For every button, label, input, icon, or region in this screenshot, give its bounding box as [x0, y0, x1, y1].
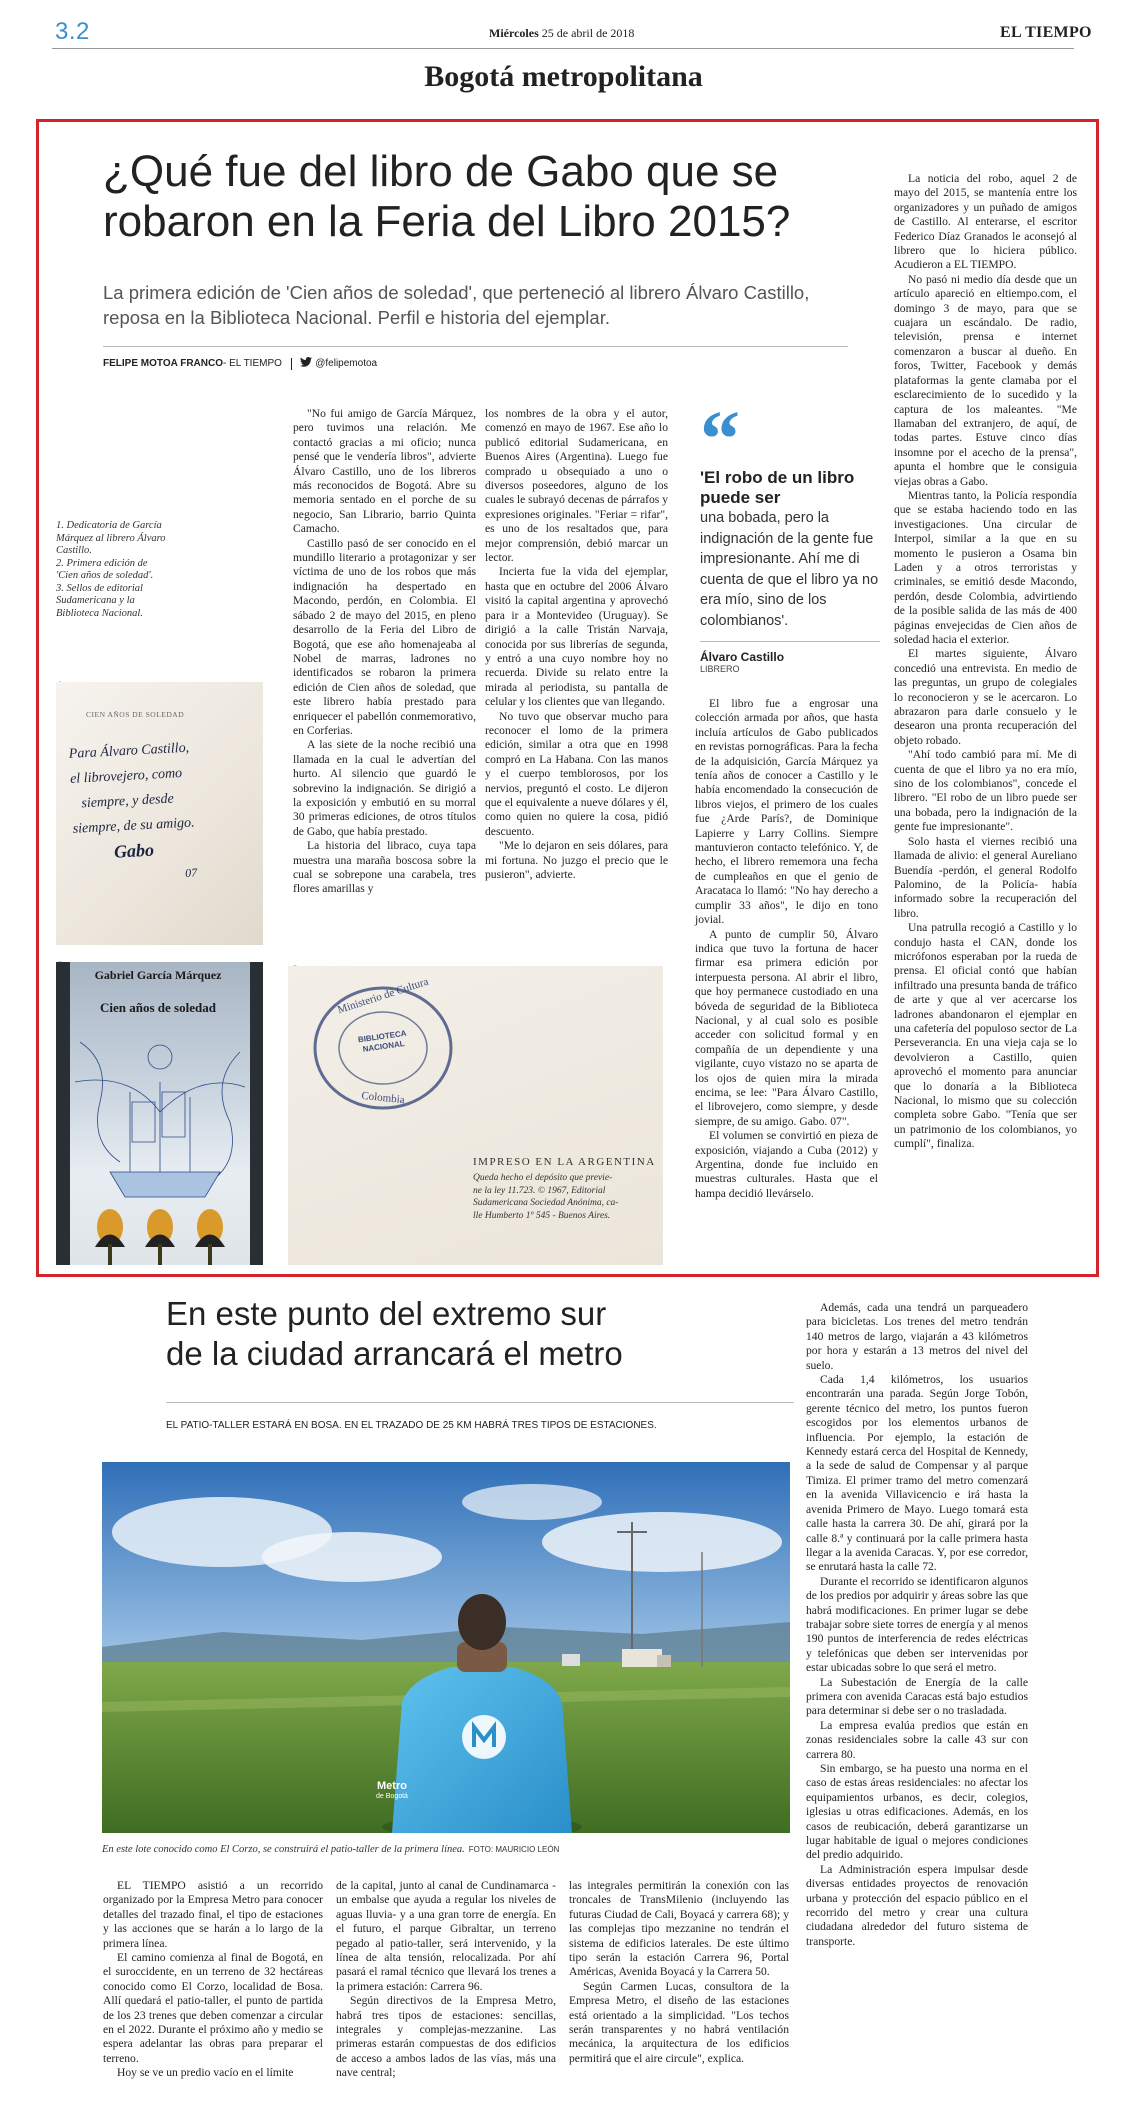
a2c1-p1: EL TIEMPO asistió a un recorrido organizado por la Empresa Metro para conocer detalles del trazado final, el tipo de estaciones y las acciones que se harán a lo largo de la primera línea.	[103, 1879, 323, 1950]
section-title: Bogotá metropolitana	[424, 60, 703, 93]
quote-rest: una bobada, pero la indignación de la gente fue impresionante. Ahí me di cuenta de que el libro ya no era mío, sino de los colombianos'.	[700, 510, 879, 629]
article2-title-line-1: En este punto del extremo sur	[166, 1295, 607, 1332]
a2c4-p6: Sin embargo, se ha puesto una norma en el caso de estas áreas residenciales: no afectar los equipamientos urbanos, es decir, colegios, iglesias u otras edificaciones. Además, en los casos de reubicación, deberá garantizarse un lugar habitable de igual o mejores condiciones del predio adquirido.	[806, 1762, 1028, 1862]
a1c4-p3: Mientras tanto, la Policía respondía que se estaba haciendo todo en las investigaciones. Una circular de Interpol, similar a la que en su momento le pusieron a Osama bin Laden y a otros terroristas y criminales, se emitió desde Macondo, perdón, desde Colombia, advirtiendo de la posible salida de las más de 400 páginas envejecidas de Cien años de soledad hacia el exterior.	[894, 488, 1077, 646]
a1c2-p3: No tuvo que observar mucho para reconocer el lomo de la primera edición, similar a otra que en 1998 compró en La Habana. Con las manos y el cuerpo temblorosos, por los nervios, preguntó el costo. Le dijeron que el equivalente a nueve dólares y él, como quien no quiere la cosa, pidió descuento.	[485, 709, 668, 838]
a1c1-p1: "No fui amigo de García Márquez, pero tuvimos una relación. Me contactó gracias a mi oficio; nunca pensé que le vendería libros", advierte Álvaro Castillo, uno de los libreros más reconocidos de Bogotá. Abre su memoria sentado en el porche de su negocio, San Librario, barrio Quinta Camacho.	[293, 407, 476, 536]
a2c3-p1: las integrales permitirán la conexión con las troncales de TransMilenio (incluyendo las futuras Ciudad de Cali, Boyacá y carrera 68); y las complejas tipo mezzanine no tendrán el sistema de edificios laterales. De este último tipo serán la estación Carrera 96, Portal Américas, Avenida Boyacá y la Carrera 50.	[569, 1879, 789, 1979]
imprint-text	[473, 1172, 653, 1222]
imprint-title: IMPRESO EN LA ARGENTINA	[473, 1156, 656, 1168]
imprint-line-2: ne la ley 11.723. © 1967, Editorial	[473, 1185, 606, 1196]
article1-column-2	[485, 407, 668, 882]
imprint-line-4: lle Humberto 1º 545 - Buenos Aires.	[473, 1210, 611, 1221]
quote-mark-icon: “	[700, 396, 740, 484]
stamp-top: Ministerio de Cultura	[336, 975, 430, 1017]
article2-title-line-2: de la ciudad arrancará el metro	[166, 1335, 623, 1372]
stamp-center: BIBLIOTECA NACIONAL	[357, 1028, 408, 1054]
a2c4-p3: Durante el recorrido se identificaron algunos de los predios por adquirir y áreas sobre las que habrá modificaciones. En primer lugar se debe trabajar sobre siete torres de energía y al menos 190 puntos de interferencia de redes eléctricas y telefónicas que deben ser intervenidas por estar ubicadas sobre lo que será el metro.	[806, 1574, 1028, 1675]
a2c2-p1: de la capital, junto al canal de Cundinamarca -un embalse que ayuda a regular los niveles de aguas lluvia- y a una gran torre de energía. En el futuro, el parque Gibraltar, un terreno pegado al patio-taller, será intervenido, y la línea de alta tensión, relocalizada. Por ahí pasará el ramal técnico que llevará los trenes a la primera estación: Carrera 96.	[336, 1879, 556, 1993]
photo-captions	[56, 520, 166, 620]
byline	[103, 357, 377, 370]
handwriting-line-4: siempre, de su amigo.	[72, 815, 195, 837]
article1-title: ¿Qué fue del libro de Gabo que se robaron en la Feria del Libro 2015?	[103, 147, 791, 246]
a1c4-p1: La noticia del robo, aquel 2 de mayo del 2015, se mantenía entre los organizadores y un puñado de amigos de Castillo. Al enterarse, el escritor Federico Díaz Granados le aconsejó al librero que lo hiciera público. Acudieron a EL TIEMPO.	[894, 172, 1077, 272]
jacket-logo-sub: de Bogotá	[376, 1793, 408, 1800]
twitter-icon	[300, 357, 312, 370]
metro-lot-photo	[102, 1462, 790, 1833]
page-number: 3.2	[55, 18, 90, 45]
handwriting-line-5: Gabo	[113, 839, 155, 862]
a1c3-p1: El libro fue a engrosar una colección armada por años, que hasta incluía artículos de Gabo publicados en revistas pornográficas. Para la fecha de la adquisición, García Márquez ya tenía años de conocer a Castillo y le había encomendado la consecución de libros viejos, el primero de los cuales fue ¿Arde París?, de Dominique Lapierre y Larry Collins. Siempre mantuvieron contacto telefónico. Y, de hecho, el librero rememora una fecha de cumpleaños en que el genio de Aracataca lo llamó: "No hay derecho a cumplir 33 años", le dijo en tono jovial.	[695, 697, 878, 927]
quote-name: Álvaro Castillo	[700, 650, 785, 664]
a1c3-p3: El volumen se convirtió en pieza de exposición, viajando a Cuba (2012) y Argentina, donde fue incluido en muestras culturales. Hasta que el hampa decidió llevárselo.	[695, 1129, 878, 1200]
header-rule	[52, 48, 1074, 49]
a2c4-p5: La empresa evalúa predios que están en zonas residenciales sobre la calle 43 sur con carrera 80.	[806, 1718, 1028, 1761]
caption-2: 2. Primera edición de 'Cien años de soledad'.	[56, 557, 154, 581]
photo-credit: FOTO: MAURICIO LEÓN	[468, 1845, 560, 1854]
article1-column-1	[293, 407, 476, 897]
a2c1-p2: El camino comienza al final de Bogotá, en el suroccidente, en un terreno de 32 hectáreas conocido como El Corzo, localidad de Bosa. Allí quedará el patio-taller, el punto de partida de los 23 trenes que deben comenzar a circular en el 2022. Durante el próximo año y medio se espera adelantar las obras para preparar el terreno.	[103, 1951, 323, 2065]
article2-column-4	[806, 1301, 1028, 1949]
date-text: 25 de abril de 2018	[541, 26, 635, 40]
article2-column-2	[336, 1879, 556, 2081]
stamps-photo	[288, 966, 663, 1265]
pull-quote	[700, 396, 880, 674]
dedication-photo	[56, 682, 263, 945]
a2c4-p1: Además, cada una tendrá un parqueadero para bicicletas. Los trenes del metro tendrán 140 metros de largo, viajarán a 43 kilómetros por hora y estarán a 13 metros del nivel del suelo.	[806, 1301, 1028, 1372]
handwriting-line-3: siempre, y desde	[81, 791, 175, 812]
byline-twitter: @felipemotoa	[315, 358, 378, 370]
book-title: Cien años de soledad	[100, 1000, 216, 1015]
photo-caption: En este lote conocido como El Corzo, se construirá el patio-taller de la primera línea.	[102, 1844, 465, 1855]
article2-title	[166, 1294, 806, 1374]
photo-caption-line	[102, 1839, 802, 1857]
book-author: Gabriel García Márquez	[94, 968, 222, 982]
article2-subhead: EL PATIO-TALLER ESTARÁ EN BOSA. EN EL TRAZADO DE 25 KM HABRÁ TRES TIPOS DE ESTACIONES.	[166, 1420, 657, 1431]
a1c4-p4: El martes siguiente, Álvaro concedió una entrevista. En medio de las preguntas, un grupo de colegiales lo reconocieron y se le acercaron. Lo abrazaron para darle consuelo y le desearon una pronta recuperación del objeto robado.	[894, 647, 1077, 747]
a2c4-p2: Cada 1,4 kilómetros, los usuarios encontrarán una parada. Según Jorge Tobón, gerente técnico del metro, los puntos fueron escogidos por los elementos urbanos de influencia. Por ejemplo, la estación de Kennedy estará cerca del Hospital de Kennedy, a la sede de salud de Compensar y al parque Timiza. El primer tramo del metro comenzará en la avenida Villavicencio e irá hasta la avenida Primero de Mayo. Luego tomará esta calle hasta la carrera 30. De ahí, girará por la calle 8.ª y continuará por la calle primera hasta llegar a la avenida Caracas. Y, por ese corredor, se enrutará hasta la calle 72.	[806, 1373, 1028, 1574]
photo1-header: CIEN AÑOS DE SOLEDAD	[86, 710, 185, 719]
article1-column-4	[894, 172, 1077, 1152]
a1c1-p3: A las siete de la noche recibió una llamada en la cual le advertían del hurto. Al silencio que guardó le sobrevino la indignación. Se dirigió a la exposición y embutió en su morral 30 primeras ediciones, de otros títulos de Gabo, que había prestado.	[293, 738, 476, 838]
handwriting-line-2: el librovejero, como	[69, 766, 183, 787]
masthead: EL TIEMPO	[1000, 24, 1092, 41]
a1c1-p2: Castillo pasó de ser conocido en el mundillo literario a protagonizar y ser víctima de uno de los robos que más indignación ha despertado en Macondo, perdón, en Colombia. El sábado 2 de mayo del 2015, en pleno desarrollo de la Feria del Libro de Bogotá, que ese año homenajeaba al Nobel de marras, ladrones no identificados se robaron la primera edición de Cien años de soledad, que este librero había prestado para enriquecer el pabellón conmemorativo, en Corferias.	[293, 536, 476, 737]
article1-column-3	[695, 697, 878, 1201]
byline-rule	[103, 346, 848, 347]
a1c2-p1: los nombres de la obra y el autor, comenzó en mayo de 1967. Ese año lo publicó editorial Sudamericana, en Buenos Aires (Argentina). Luego fue comprado u obsequiado a uno o diversos poseedores, alguno de los cuales le subrayó decenas de párrafos y expresiones originales. "Feriar = rifar", es uno de los resaltados que, para mejor comprensión, debió marcar un lector.	[485, 407, 668, 565]
a1c4-p7: Una patrulla recogió a Castillo y lo condujo hasta el CAN, donde los micrófonos esperaban por la rueda de prensa. El oficial contó que habían infiltrado una presunta banda de tráfico de arte y que al ver acercarse los ladrones abandonaron el ejemplar en una cafetería del populoso sector de La Perseverancia. En una vieja caja se lo devolvieron a Castillo, quien aprovechó el momento para anunciar que lo donaría a la Biblioteca Nacional, lo mismo que su colección completa sobre Gabo. "Tenía que ser un patrimonio de los colombianos, yo cumplí", finaliza.	[894, 921, 1077, 1151]
article2-rule	[166, 1402, 794, 1403]
quote-bold: 'El robo de un libro puede ser	[700, 468, 855, 507]
article2-column-3	[569, 1879, 789, 2066]
a1c4-p2: No pasó ni medio día desde que un artículo apareció en eltiempo.com, el domingo 3 de mayo, para que se cuajara un escándalo. De radio, televisión, prensa e internet comenzaron a buscar al dueño. En foros, Twitter, Facebook y demás plataformas la gente clamaba por el esclarecimiento de lo sucedido y la captura de los maleantes. "Me llamaban del extranjero, de aquí, de todas partes. Estuve cinco días insomne por el acecho de la prensa", apunta el hombre que le consiguia viejas obras a Gabo.	[894, 272, 1077, 488]
handwriting-line-1: Para Álvaro Castillo,	[68, 740, 190, 762]
a1c1-p4: La historia del libraco, cuya tapa muestra una maraña boscosa sobre la cual se sobrepone una carabela, tres flores amarillas y	[293, 839, 476, 896]
book-cover-photo	[56, 962, 263, 1265]
a1c2-p2: Incierta fue la vida del ejemplar, hasta que en octubre del 2006 Álvaro visitó la capital argentina y aprovechó para ir a Montevideo (Uruguay). Se dirigió a la calle Tristán Narvaja, conocida por sus librerías de segunda, y entró a una cuyo nombre hoy no recuerda. Divide su relato entre la mirada al periodista, su pantalla de celular y los clientes que van llegando.	[485, 565, 668, 709]
jacket-logo: Metro	[377, 1780, 407, 1792]
a2c2-p2: Según directivos de la Empresa Metro, habrá tres tipos de estaciones: sencillas, integrales y complejas-mezzanine. Las primeras estarán compuestas de dos edificios de acceso a ambos lados de las vías, más una nave central;	[336, 1994, 556, 2080]
carabela-illustration	[70, 1022, 250, 1265]
caption-1: 1. Dedicatoria de García Márquez al librero Álvaro Castillo.	[56, 520, 166, 556]
a2c4-p7: La Administración espera impulsar desde diversas entidades proyectos de renovación urbana y protección del espacio público en el recorrido del metro y crear una cultura ciudadana alrededor del futuro sistema de transporte.	[806, 1862, 1028, 1948]
a2c3-p2: Según Carmen Lucas, consultora de la Empresa Metro, el diseño de las estaciones está orientado a la simplicidad. "Los techos serán transparentes y no habrá ventilación mecánica, la arquitectura de los edificios permitirá que el aire circule", explica.	[569, 1979, 789, 2065]
date-line	[489, 26, 634, 41]
stamp-bottom: Colombia	[360, 1089, 406, 1107]
a2c1-p3: Hoy se ve un predio vacío en el límite	[117, 2066, 294, 2080]
a1c4-p5: "Ahí todo cambió para mí. Me di cuenta de que el libro ya no era mío, sino de los colombianos", concede el librero. "El robo de un libro puede ser una bobada, pero la indignación de la gente fue impresionante".	[894, 748, 1077, 834]
a1c4-p6: Solo hasta el viernes recibió una llamada de alivio: el general Aureliano Buendía -perdón, el general Rodolfo Palomino, de la Policía- había informado sobre la recuperación del libro.	[894, 834, 1077, 920]
imprint-line-1: Queda hecho el depósito que previe-	[473, 1173, 613, 1183]
a1c2-p4: "Me lo dejaron en seis dólares, para mi fortuna. No juzgo el precio que le pusieron", advierte.	[485, 839, 668, 881]
imprint-line-3: Sudamericana Sociedad Anónima, ca-	[473, 1198, 619, 1208]
handwriting-line-6: 07	[184, 865, 198, 880]
article1-lead: La primera edición de 'Cien años de soledad', que perteneció al librero Álvaro Castillo, reposa en la Biblioteca Nacional. Perfil e historia del ejemplar.	[103, 282, 810, 328]
byline-outlet: - EL TIEMPO	[223, 358, 282, 370]
handwriting	[68, 732, 261, 891]
a2c4-p4: La Subestación de Energía de la calle primera con avenida Caracas está bajo estudios para determinar si debe ser o no trasladada.	[806, 1675, 1028, 1718]
a1c3-p2: A punto de cumplir 50, Álvaro indica que tuvo la fortuna de hacer firmar esa primera edición por interpuesta persona. Al abrir el libro, que hoy permanece custodiado en una bóveda de seguridad de la Biblioteca Nacional, y al cual solo es posible acceder con solicitud formal y en compañía de un dependiente y una vigilante, cuyo vistazo no se aparta de los ojos de quien mira la mirada encima, se lee: "Para Álvaro Castillo, el librovejero, como siempre, y desde siempre, de su amigo. Gabo. 07".	[695, 927, 878, 1128]
byline-author: FELIPE MOTOA FRANCO	[103, 358, 223, 370]
caption-3: 3. Sellos de editorial Sudamericana y la Biblioteca Nacional.	[56, 582, 143, 619]
date-weekday: Miércoles	[489, 26, 539, 40]
article2-column-1	[103, 1879, 323, 2081]
quote-role: LIBRERO	[700, 664, 740, 674]
